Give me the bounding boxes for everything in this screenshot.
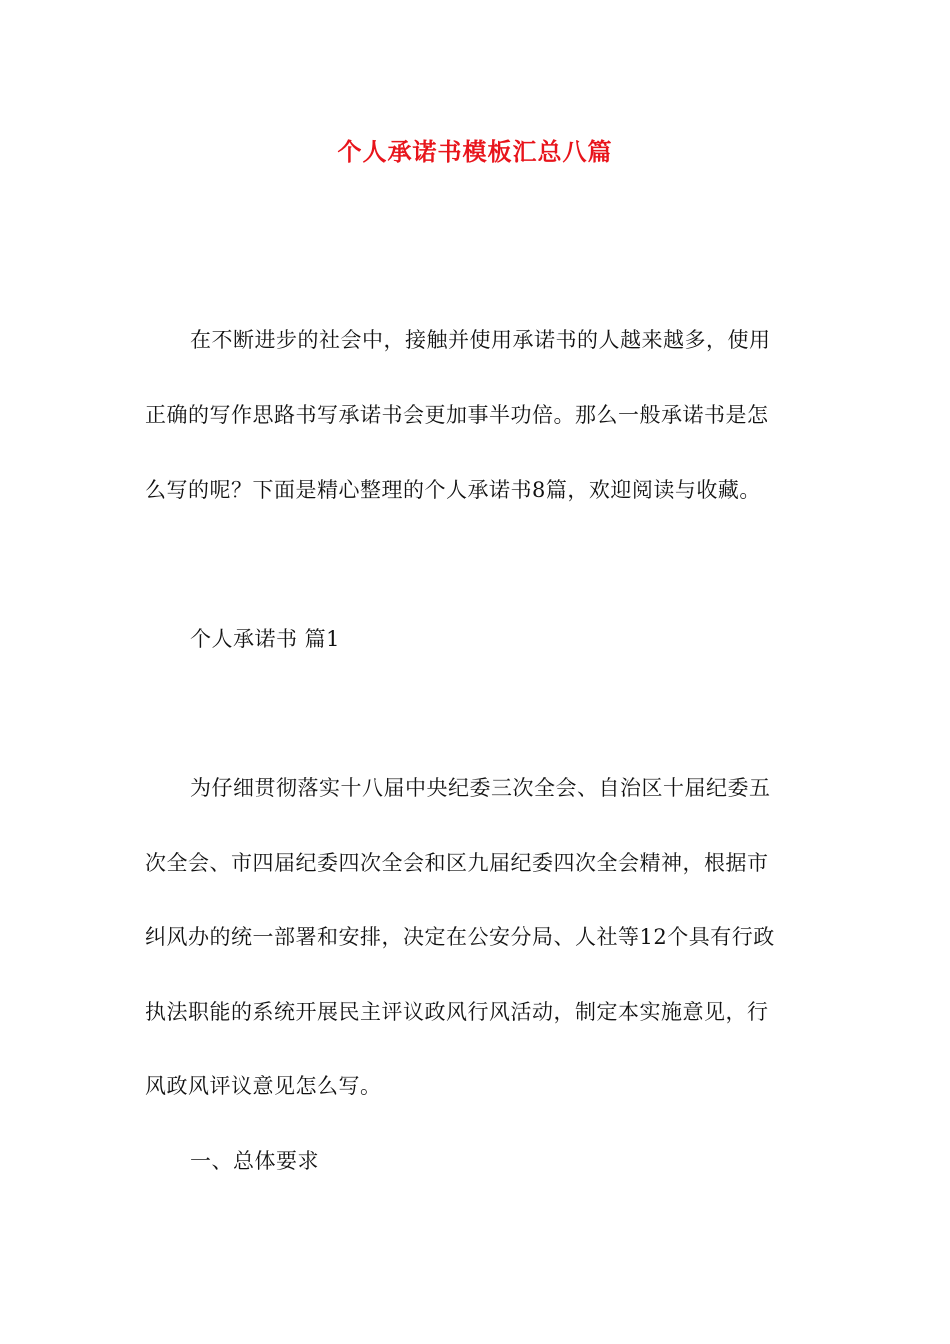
intro-line-1: 在不断进步的社会中，接触并使用承诺书的人越来越多，使用 xyxy=(190,328,771,352)
body-line-1: 为仔细贯彻落实十八届中央纪委三次全会、自治区十届纪委五 xyxy=(190,776,771,800)
body-line-4: 执法职能的系统开展民主评议政风行风活动，制定本实施意见，行 xyxy=(145,1000,769,1024)
document-title: 个人承诺书模板汇总八篇 xyxy=(337,137,613,166)
section-heading: 个人承诺书 篇1 xyxy=(190,627,341,651)
body-line-2: 次全会、市四届纪委四次全会和区九届纪委四次全会精神，根据市 xyxy=(145,851,769,875)
intro-line-2: 正确的写作思路书写承诺书会更加事半功倍。那么一般承诺书是怎 xyxy=(145,403,769,427)
subheading: 一、总体要求 xyxy=(190,1149,319,1173)
body-line-3: 纠风办的统一部署和安排，决定在公安分局、人社等12个具有行政 xyxy=(145,925,775,949)
intro-line-3: 么写的呢？下面是精心整理的个人承诺书8篇，欢迎阅读与收藏。 xyxy=(145,478,761,502)
body-line-5: 风政风评议意见怎么写。 xyxy=(145,1074,382,1098)
